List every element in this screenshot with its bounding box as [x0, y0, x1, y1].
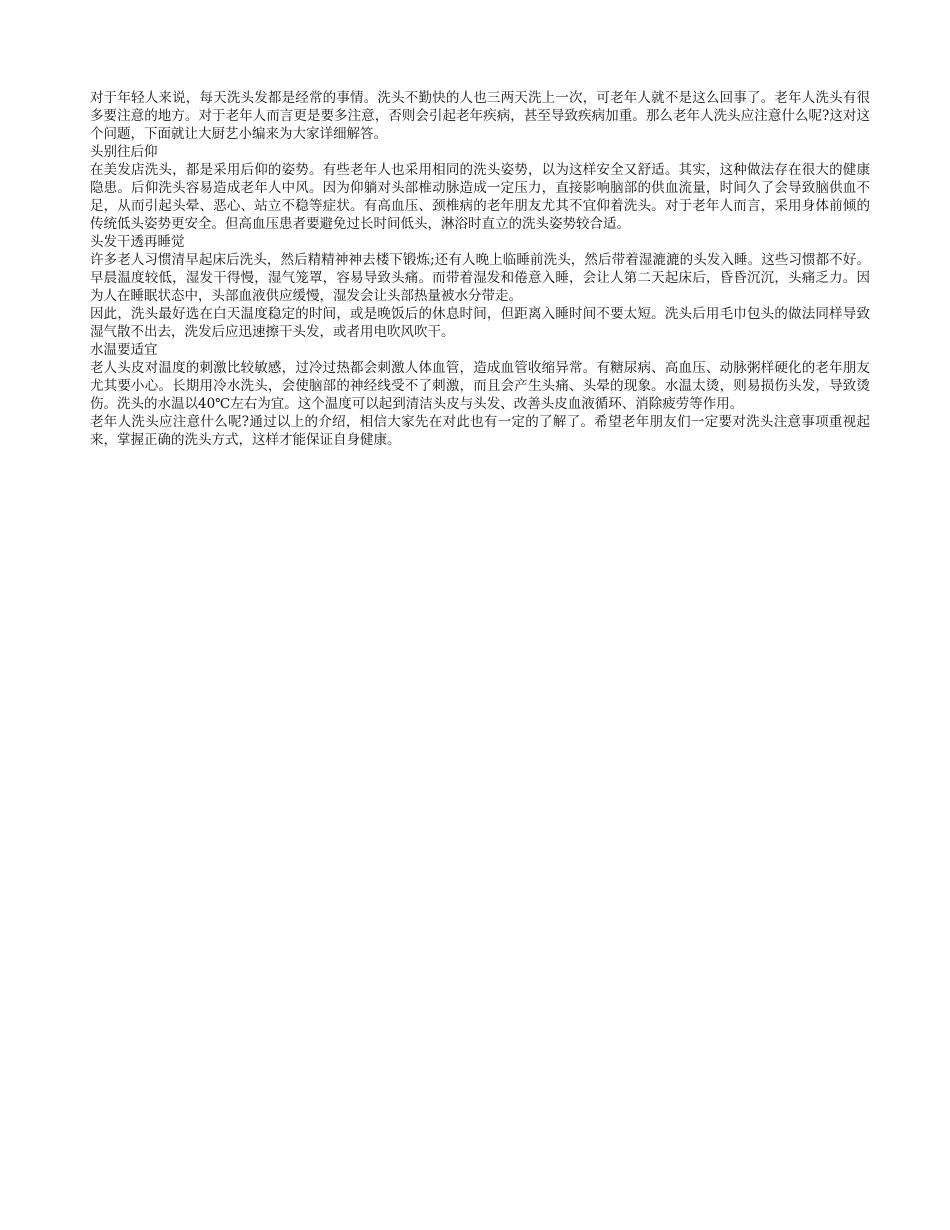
section-heading-head-posture: 头别往后仰	[90, 144, 158, 160]
intro-paragraph: 对于年轻人来说，每天洗头发都是经常的事情。洗头不勤快的人也三两天洗上一次，可老年人就不是这么回事了。老年人洗头有很多要注意的地方。对于老年人而言更是要多注意，否则会引起老年疾病，甚至导致疾病加重。那么老年人洗头应注意什么呢?这对这个问题，下面就让大厨艺小编来为大家详细解答。	[90, 90, 870, 142]
conclusion-paragraph: 老年人洗头应注意什么呢?通过以上的介绍，相信大家先在对此也有一定的了解了。希望老年朋友们一定要对洗头注意事项重视起来，掌握正确的洗头方式，这样才能保证自身健康。	[90, 414, 870, 448]
section-paragraph-dry-hair-1: 许多老人习惯清早起床后洗头，然后精精神神去楼下锻炼;还有人晚上临睡前洗头，然后带着湿漉漉的头发入睡。这些习惯都不好。早晨温度较低，湿发干得慢，湿气笼罩，容易导致头痛。而带着湿发和倦意入睡，会让人第二天起床后，昏昏沉沉，头痛乏力。因为人在睡眠状态中，头部血液供应缓慢，湿发会让头部热量被水分带走。	[90, 252, 870, 304]
section-paragraph-water-temperature: 老人头皮对温度的刺激比较敏感，过冷过热都会刺激人体血管，造成血管收缩异常。有糖尿病、高血压、动脉粥样硬化的老年朋友尤其要小心。长期用冷水洗头，会使脑部的神经线受不了刺激，而且会产生头痛、头晕的现象。水温太烫，则易损伤头发，导致烫伤。洗头的水温以40℃左右为宜。这个温度可以起到清洁头皮与头发、改善头皮血液循环、消除疲劳等作用。	[90, 360, 870, 412]
section-paragraph-dry-hair-2: 因此，洗头最好选在白天温度稳定的时间，或是晚饭后的休息时间，但距离入睡时间不要太短。洗头后用毛巾包头的做法同样导致湿气散不出去，洗发后应迅速擦干头发，或者用电吹风吹干。	[90, 306, 870, 340]
section-heading-dry-hair: 头发干透再睡觉	[90, 234, 185, 250]
section-heading-water-temperature: 水温要适宜	[90, 342, 158, 358]
section-paragraph-head-posture: 在美发店洗头，都是采用后仰的姿势。有些老年人也采用相同的洗头姿势，以为这样安全又舒适。其实，这种做法存在很大的健康隐患。后仰洗头容易造成老年人中风。因为仰躺对头部椎动脉造成一定压力，直接影响脑部的供血流量，时间久了会导致脑供血不足，从而引起头晕、恶心、站立不稳等症状。有高血压、颈椎病的老年朋友尤其不宜仰着洗头。对于老年人而言，采用身体前倾的传统低头姿势更安全。但高血压患者要避免过长时间低头，淋浴时直立的洗头姿势较合适。	[90, 162, 870, 232]
article-body	[90, 89, 870, 449]
